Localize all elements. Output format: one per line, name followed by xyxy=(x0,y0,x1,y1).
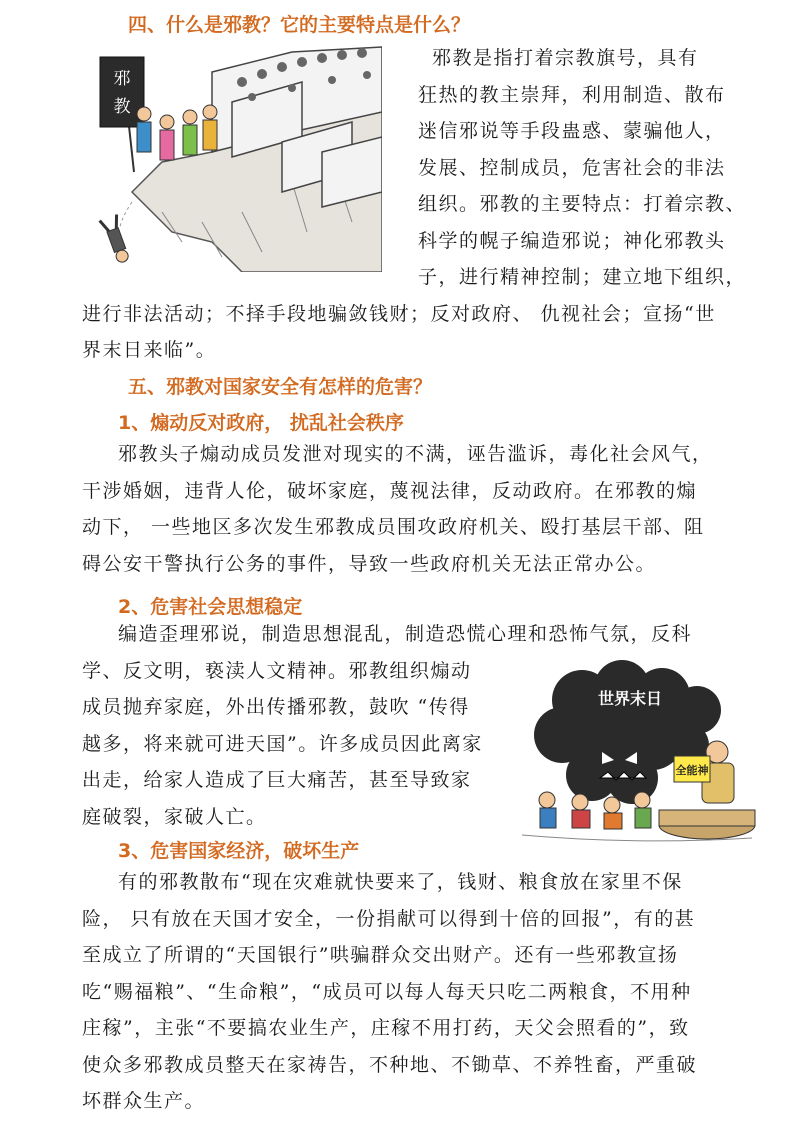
text-line: 碍公安干警执行公务的事件，导致一些政府机关无法正常办公。 xyxy=(82,552,657,575)
section-4-text xyxy=(82,40,747,369)
text-line: 动下， 一些地区多次发生邪教成员围攻政府机关、殴打基层干部、阻 xyxy=(82,516,705,538)
flag-text-2: 教 xyxy=(113,97,131,117)
text-line: 界末日来临”。 xyxy=(82,339,217,361)
text-line: 邪教头子煽动成员发泄对现实的不满，诬告滥诉，毒化社会风气， xyxy=(118,443,713,465)
text-line: 出走，给家人造成了巨大痛苦，甚至导致家 xyxy=(82,769,472,791)
sub-1-text xyxy=(82,436,722,582)
cloud-text: 世界末日 xyxy=(597,689,663,708)
sub-1-heading: 1、煽动反对政府， 扰乱社会秩序 xyxy=(118,412,404,434)
sub-2-text xyxy=(82,616,722,835)
text-line: 庭破裂，家破人亡。 xyxy=(82,805,267,828)
text-line: 成员抛弃家庭，外出传播邪教，鼓吹 “传得 xyxy=(82,696,470,718)
flag-text-1: 邪 xyxy=(113,69,131,89)
text-line: 庄稼”，主张“不要搞农业生产，庄稼不用打药，天父会照看的”，致 xyxy=(82,1017,690,1039)
text-line: 组织。邪教的主要特点：打着宗教、 xyxy=(418,193,747,215)
sign-text: 全能神 xyxy=(675,764,709,777)
text-line: 邪教是指打着宗教旗号，具有 xyxy=(432,47,699,69)
text-line: 学、反文明，亵渎人文精神。邪教组织煽动 xyxy=(82,659,472,682)
text-line: 编造歪理邪说，制造思想混乱，制造恐慌心理和恐怖气氛，反科 xyxy=(118,623,693,645)
text-line: 越多，将来就可进天国”。许多成员因此离家 xyxy=(82,732,483,755)
text-line: 子，进行精神控制；建立地下组织， xyxy=(418,266,747,288)
sub-3-text xyxy=(82,864,722,1120)
text-line: 吃“赐福粮”、“生命粮”，“成员可以每人每天只吃二两粮食，不用种 xyxy=(82,980,692,1003)
text-line: 坏群众生产。 xyxy=(82,1090,206,1112)
text-line: 险， 只有放在天国才安全，一份捐献可以得到十倍的回报”，有的甚 xyxy=(82,907,696,930)
text-line: 使众多邪教成员整天在家祷告，不种地、不锄草、不养牲畜，严重破 xyxy=(82,1053,698,1076)
sub-2-heading: 2、危害社会思想稳定 xyxy=(118,596,303,618)
sub-3-heading: 3、危害国家经济，破坏生产 xyxy=(118,840,360,862)
text-line: 迷信邪说等手段蛊惑、蒙骗他人， xyxy=(418,120,726,142)
text-line: 进行非法活动；不择手段地骗敛钱财；反对政府、 仇视社会；宣扬“世 xyxy=(82,302,716,325)
text-line: 有的邪教散布“现在灾难就快要来了，钱财、粮食放在家里不保 xyxy=(118,871,683,893)
text-line: 科学的幌子编造邪说；神化邪教头 xyxy=(418,229,726,252)
text-line: 发展、控制成员，危害社会的非法 xyxy=(418,156,726,179)
text-line: 干涉婚姻，违背人伦，破坏家庭，蔑视法律，反动政府。在邪教的煽 xyxy=(82,479,698,502)
text-line: 狂热的教主崇拜，利用制造、散布 xyxy=(418,83,726,106)
section-5-heading: 五、邪教对国家安全有怎样的危害？ xyxy=(128,376,433,398)
section-4-heading: 四、什么是邪教？它的主要特点是什么？ xyxy=(128,14,471,36)
text-line: 至成立了所谓的“天国银行”哄骗群众交出财产。还有一些邪教宣扬 xyxy=(82,944,679,966)
